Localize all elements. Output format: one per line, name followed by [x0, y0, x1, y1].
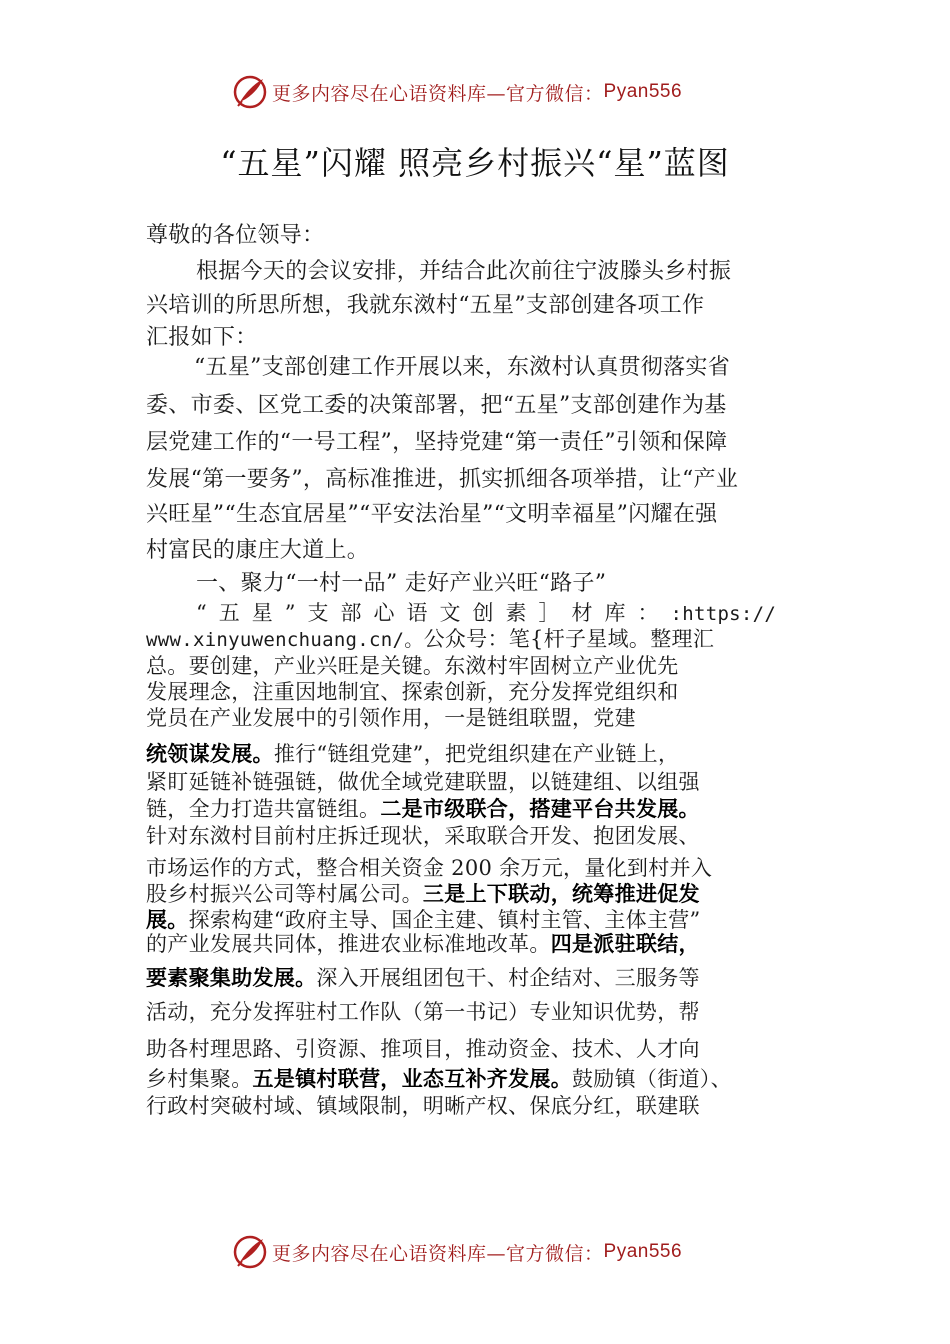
watermark-url: www.xinyuwenchuang.cn/。	[146, 629, 424, 651]
paragraph-line: 展。探索构建“政府主导、国企主建、镇村主管、主体主营”	[146, 908, 701, 932]
paragraph-line: 党员在产业发展中的引领作用，一是链组联盟，党建	[146, 706, 636, 730]
paragraph-line: 链，全力打造共富链组。二是市级联合，搭建平台共发展。	[146, 797, 700, 821]
salutation: 尊敬的各位领导：	[146, 223, 325, 248]
paragraph-line: 根据今天的会议安排，并结合此次前往宁波滕头乡村振	[196, 259, 732, 284]
paragraph-line: 乡村集聚。五是镇村联营，业态互补齐发展。鼓励镇（街道）、	[146, 1067, 732, 1091]
document-title: “五星”闪耀 照亮乡村振兴“星”蓝图	[220, 144, 730, 182]
paragraph-line: 市场运作的方式，整合相关资金 200 余万元，量化到村并入	[146, 856, 713, 880]
feather-pen-logo-icon	[232, 74, 268, 110]
banner-text: 更多内容尽在心语资料库—官方微信：	[272, 1242, 604, 1265]
watermark-wechat: 公众号：笔{杆子星域。整理汇	[423, 627, 715, 651]
key-point: 四是派驻联结，	[550, 932, 700, 956]
key-point: 二是市级联合，搭建平台共发展。	[380, 797, 700, 821]
key-point: 要素聚集助发展。	[146, 966, 317, 990]
paragraph-line: 兴旺星”“生态宜居星”“平安法治星”“文明幸福星”闪耀在强	[146, 502, 718, 527]
paragraph-line: 要素聚集助发展。深入开展组团包干、村企结对、三服务等	[146, 966, 700, 990]
banner-wechat-id: Pyan556	[603, 81, 683, 102]
paragraph-line: 发展理念，注重因地制宜、探索创新，充分发挥党组织和	[146, 680, 679, 704]
watermark-text: “五星”支部心语文创素］材库：	[196, 601, 671, 625]
paragraph-line: 发展“第一要务”，高标准推进，抓实抓细各项举措，让“产业	[146, 467, 739, 492]
paragraph-line: 村富民的康庄大道上。	[146, 538, 370, 563]
paragraph-line: 总。要创建，产业兴旺是关键。东滧村牢固树立产业优先	[146, 654, 679, 678]
paragraph-line: 行政村突破村域、镇域限制，明晰产权、保底分红，联建联	[146, 1094, 700, 1118]
paragraph-line: 助各村理思路、引资源、推项目，推动资金、技术、人才向	[146, 1037, 700, 1061]
paragraph-line	[146, 623, 714, 653]
bottom-banner	[232, 1232, 732, 1272]
paragraph-line: 委、市委、区党工委的决策部署，把“五星”支部创建作为基	[146, 393, 727, 418]
paragraph-line: 层党建工作的“一号工程”，坚持党建“第一责任”引领和保障	[146, 430, 728, 455]
key-point: 展。	[146, 908, 189, 932]
watermark-url-prefix: :https://	[670, 603, 777, 625]
paragraph-line: 紧盯延链补链强链，做优全域党建联盟，以链建组、以组强	[146, 770, 700, 794]
paragraph-line: 统领谋发展。推行“链组党建”，把党组织建在产业链上，	[146, 742, 680, 766]
paragraph-line: 股乡村振兴公司等村属公司。三是上下联动，统筹推进促发	[146, 882, 700, 906]
top-banner	[232, 72, 732, 112]
paragraph-line: 汇报如下：	[146, 325, 258, 350]
section-heading: 一、聚力“一村一品” 走好产业兴旺“路子”	[196, 571, 607, 596]
key-point: 统领谋发展。	[146, 742, 274, 766]
paragraph-line: 活动，充分发挥驻村工作队（第一书记）专业知识优势，帮	[146, 1000, 700, 1024]
banner-text: 更多内容尽在心语资料库—官方微信：	[272, 82, 604, 105]
paragraph-line: 针对东滧村目前村庄拆迁现状，采取联合开发、抱团发展、	[146, 824, 700, 848]
paragraph-line: 兴培训的所思所想，我就东滧村“五星”支部创建各项工作	[146, 293, 705, 318]
key-point: 三是上下联动，统筹推进促发	[422, 882, 700, 906]
paragraph-line: “五星”支部创建工作开展以来，东滧村认真贯彻落实省	[194, 355, 730, 380]
feather-pen-logo-icon	[232, 1234, 268, 1270]
banner-wechat-id: Pyan556	[603, 1241, 683, 1262]
paragraph-line: 的产业发展共同体，推进农业标准地改革。四是派驻联结，	[146, 932, 700, 956]
key-point: 五是镇村联营，业态互补齐发展。	[252, 1067, 572, 1091]
